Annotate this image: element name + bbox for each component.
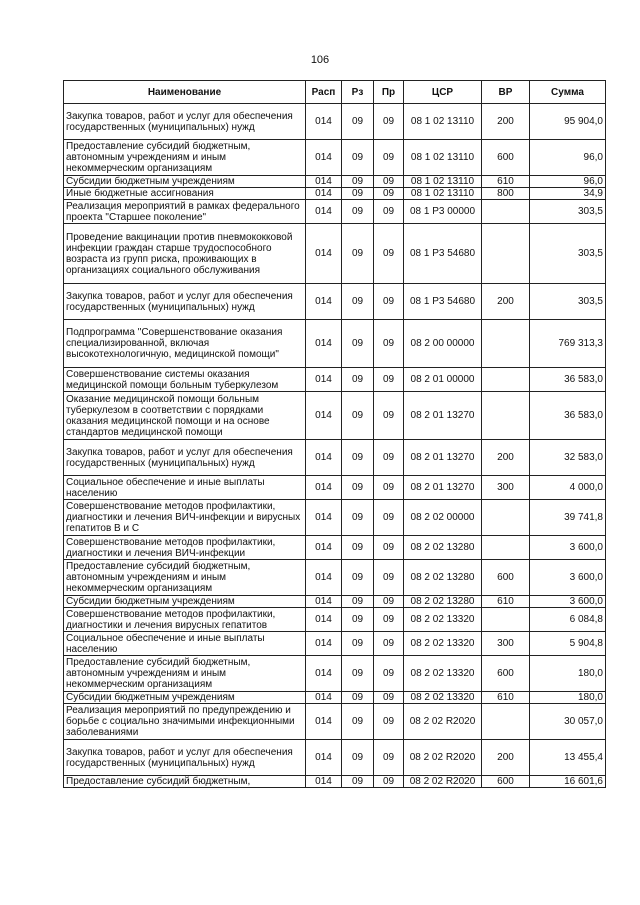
cell-pr: 09 <box>374 632 404 656</box>
cell-name: Субсидии бюджетным учреждениям <box>64 596 306 608</box>
cell-pr: 09 <box>374 656 404 692</box>
cell-rasp: 014 <box>306 560 342 596</box>
cell-rz: 09 <box>342 536 374 560</box>
cell-csr: 08 2 01 13270 <box>404 476 482 500</box>
cell-pr: 09 <box>374 320 404 368</box>
page-number: 106 <box>310 54 330 66</box>
cell-pr: 09 <box>374 608 404 632</box>
cell-name: Субсидии бюджетным учреждениям <box>64 692 306 704</box>
cell-sum: 180,0 <box>530 692 606 704</box>
cell-pr: 09 <box>374 104 404 140</box>
cell-rz: 09 <box>342 476 374 500</box>
table-row <box>64 176 606 188</box>
cell-vr <box>482 500 530 536</box>
header-sum: Сумма <box>530 81 606 104</box>
table-row <box>64 284 606 320</box>
cell-rasp: 014 <box>306 632 342 656</box>
cell-csr: 08 2 02 13280 <box>404 596 482 608</box>
cell-rz: 09 <box>342 740 374 776</box>
cell-name: Закупка товаров, работ и услуг для обеспечения государственных (муниципальных) нужд <box>64 284 306 320</box>
cell-csr: 08 2 02 R2020 <box>404 704 482 740</box>
cell-pr: 09 <box>374 476 404 500</box>
cell-sum: 303,5 <box>530 284 606 320</box>
cell-csr: 08 1 P3 00000 <box>404 200 482 224</box>
cell-vr: 600 <box>482 776 530 788</box>
table-row <box>64 536 606 560</box>
cell-vr: 200 <box>482 740 530 776</box>
cell-rz: 09 <box>342 632 374 656</box>
cell-pr: 09 <box>374 560 404 596</box>
header-csr: ЦСР <box>404 81 482 104</box>
cell-name: Совершенствование системы оказания медицинской помощи больным туберкулезом <box>64 368 306 392</box>
cell-sum: 769 313,3 <box>530 320 606 368</box>
cell-pr: 09 <box>374 596 404 608</box>
cell-vr: 610 <box>482 176 530 188</box>
cell-vr <box>482 224 530 284</box>
table-row <box>64 740 606 776</box>
cell-rz: 09 <box>342 440 374 476</box>
cell-rasp: 014 <box>306 320 342 368</box>
cell-rz: 09 <box>342 320 374 368</box>
cell-rasp: 014 <box>306 656 342 692</box>
cell-rz: 09 <box>342 284 374 320</box>
cell-rasp: 014 <box>306 500 342 536</box>
cell-rasp: 014 <box>306 104 342 140</box>
cell-rz: 09 <box>342 776 374 788</box>
cell-rasp: 014 <box>306 224 342 284</box>
cell-vr: 600 <box>482 560 530 596</box>
cell-rasp: 014 <box>306 140 342 176</box>
cell-vr <box>482 608 530 632</box>
cell-vr: 600 <box>482 656 530 692</box>
table-row <box>64 608 606 632</box>
cell-pr: 09 <box>374 392 404 440</box>
table-row <box>64 368 606 392</box>
cell-rz: 09 <box>342 176 374 188</box>
cell-name: Оказание медицинской помощи больным туберкулезом в соответствии с порядками оказания медицинской помощи и на основе стандартов медицинской помощи <box>64 392 306 440</box>
cell-csr: 08 1 02 13110 <box>404 188 482 200</box>
cell-rz: 09 <box>342 500 374 536</box>
cell-rz: 09 <box>342 200 374 224</box>
cell-sum: 4 000,0 <box>530 476 606 500</box>
cell-rz: 09 <box>342 368 374 392</box>
cell-vr: 800 <box>482 188 530 200</box>
table-row <box>64 704 606 740</box>
cell-rz: 09 <box>342 656 374 692</box>
cell-rasp: 014 <box>306 368 342 392</box>
table-row <box>64 200 606 224</box>
cell-rasp: 014 <box>306 284 342 320</box>
cell-name: Иные бюджетные ассигнования <box>64 188 306 200</box>
cell-rasp: 014 <box>306 692 342 704</box>
cell-name: Закупка товаров, работ и услуг для обеспечения государственных (муниципальных) нужд <box>64 104 306 140</box>
cell-sum: 180,0 <box>530 656 606 692</box>
cell-sum: 30 057,0 <box>530 704 606 740</box>
cell-csr: 08 1 02 13110 <box>404 140 482 176</box>
table-row <box>64 656 606 692</box>
cell-rasp: 014 <box>306 536 342 560</box>
header-name: Наименование <box>64 81 306 104</box>
cell-csr: 08 2 02 13280 <box>404 536 482 560</box>
cell-rasp: 014 <box>306 176 342 188</box>
cell-csr: 08 2 02 00000 <box>404 500 482 536</box>
table-row <box>64 188 606 200</box>
cell-csr: 08 2 00 00000 <box>404 320 482 368</box>
cell-name: Предоставление субсидий бюджетным, автономным учреждениям и иным некоммерческим организациям <box>64 140 306 176</box>
cell-vr <box>482 320 530 368</box>
cell-vr: 600 <box>482 140 530 176</box>
table-row <box>64 224 606 284</box>
cell-name: Закупка товаров, работ и услуг для обеспечения государственных (муниципальных) нужд <box>64 740 306 776</box>
cell-rz: 09 <box>342 608 374 632</box>
cell-pr: 09 <box>374 368 404 392</box>
table-row <box>64 476 606 500</box>
cell-csr: 08 2 02 13320 <box>404 632 482 656</box>
cell-name: Совершенствование методов профилактики, диагностики и лечения вирусных гепатитов <box>64 608 306 632</box>
cell-csr: 08 2 02 13280 <box>404 560 482 596</box>
cell-name: Предоставление субсидий бюджетным, <box>64 776 306 788</box>
cell-pr: 09 <box>374 140 404 176</box>
cell-vr: 200 <box>482 104 530 140</box>
cell-pr: 09 <box>374 704 404 740</box>
cell-sum: 3 600,0 <box>530 596 606 608</box>
cell-rz: 09 <box>342 704 374 740</box>
cell-pr: 09 <box>374 176 404 188</box>
cell-vr: 300 <box>482 632 530 656</box>
cell-rz: 09 <box>342 596 374 608</box>
cell-sum: 96,0 <box>530 140 606 176</box>
table-header-row <box>64 81 606 104</box>
cell-csr: 08 1 P3 54680 <box>404 224 482 284</box>
cell-rz: 09 <box>342 692 374 704</box>
cell-sum: 36 583,0 <box>530 392 606 440</box>
cell-rz: 09 <box>342 224 374 284</box>
cell-csr: 08 2 01 00000 <box>404 368 482 392</box>
cell-sum: 36 583,0 <box>530 368 606 392</box>
cell-sum: 32 583,0 <box>530 440 606 476</box>
cell-csr: 08 2 02 13320 <box>404 692 482 704</box>
cell-rasp: 014 <box>306 200 342 224</box>
cell-csr: 08 2 02 R2020 <box>404 776 482 788</box>
cell-name: Совершенствование методов профилактики, диагностики и лечения ВИЧ-инфекции и вирусных гепатитов В и С <box>64 500 306 536</box>
cell-vr: 610 <box>482 692 530 704</box>
table-row <box>64 776 606 788</box>
cell-csr: 08 1 02 13110 <box>404 104 482 140</box>
table-row <box>64 320 606 368</box>
cell-rasp: 014 <box>306 188 342 200</box>
table-row <box>64 500 606 536</box>
cell-pr: 09 <box>374 692 404 704</box>
cell-sum: 3 600,0 <box>530 560 606 596</box>
table-row <box>64 560 606 596</box>
table-row <box>64 692 606 704</box>
cell-vr <box>482 368 530 392</box>
cell-name: Социальное обеспечение и иные выплаты населению <box>64 632 306 656</box>
cell-vr <box>482 704 530 740</box>
cell-csr: 08 2 01 13270 <box>404 440 482 476</box>
cell-csr: 08 1 P3 54680 <box>404 284 482 320</box>
budget-table <box>63 80 606 788</box>
header-rasp: Расп <box>306 81 342 104</box>
table-row <box>64 440 606 476</box>
cell-sum: 303,5 <box>530 200 606 224</box>
cell-name: Проведение вакцинации против пневмококковой инфекции граждан старше трудоспособного возраста из групп риска, проживающих в организациях социального обслуживания <box>64 224 306 284</box>
table-row <box>64 632 606 656</box>
cell-pr: 09 <box>374 500 404 536</box>
cell-name: Реализация мероприятий по предупреждению и борьбе с социально значимыми инфекционными заболеваниями <box>64 704 306 740</box>
header-rz: Рз <box>342 81 374 104</box>
cell-sum: 303,5 <box>530 224 606 284</box>
cell-vr: 300 <box>482 476 530 500</box>
cell-rz: 09 <box>342 104 374 140</box>
cell-rz: 09 <box>342 560 374 596</box>
cell-pr: 09 <box>374 536 404 560</box>
cell-csr: 08 2 01 13270 <box>404 392 482 440</box>
cell-rasp: 014 <box>306 440 342 476</box>
cell-csr: 08 2 02 R2020 <box>404 740 482 776</box>
cell-rasp: 014 <box>306 608 342 632</box>
cell-vr: 200 <box>482 284 530 320</box>
cell-sum: 95 904,0 <box>530 104 606 140</box>
cell-rasp: 014 <box>306 740 342 776</box>
cell-pr: 09 <box>374 740 404 776</box>
cell-name: Социальное обеспечение и иные выплаты населению <box>64 476 306 500</box>
cell-sum: 6 084,8 <box>530 608 606 632</box>
table-row <box>64 104 606 140</box>
cell-pr: 09 <box>374 188 404 200</box>
cell-name: Предоставление субсидий бюджетным, автономным учреждениям и иным некоммерческим организациям <box>64 656 306 692</box>
cell-sum: 13 455,4 <box>530 740 606 776</box>
cell-vr <box>482 200 530 224</box>
cell-csr: 08 2 02 13320 <box>404 656 482 692</box>
cell-rasp: 014 <box>306 476 342 500</box>
table-body <box>64 104 606 788</box>
cell-rz: 09 <box>342 392 374 440</box>
cell-sum: 16 601,6 <box>530 776 606 788</box>
cell-csr: 08 1 02 13110 <box>404 176 482 188</box>
cell-pr: 09 <box>374 440 404 476</box>
cell-vr <box>482 536 530 560</box>
table-row <box>64 140 606 176</box>
cell-name: Совершенствование методов профилактики, диагностики и лечения ВИЧ-инфекции <box>64 536 306 560</box>
cell-pr: 09 <box>374 224 404 284</box>
cell-csr: 08 2 02 13320 <box>404 608 482 632</box>
table-row <box>64 392 606 440</box>
cell-rasp: 014 <box>306 776 342 788</box>
cell-sum: 3 600,0 <box>530 536 606 560</box>
cell-name: Подпрограмма "Совершенствование оказания специализированной, включая высокотехнологичную, медицинской помощи" <box>64 320 306 368</box>
table-row <box>64 596 606 608</box>
cell-sum: 34,9 <box>530 188 606 200</box>
cell-pr: 09 <box>374 776 404 788</box>
cell-name: Закупка товаров, работ и услуг для обеспечения государственных (муниципальных) нужд <box>64 440 306 476</box>
header-pr: Пр <box>374 81 404 104</box>
cell-vr: 200 <box>482 440 530 476</box>
cell-rasp: 014 <box>306 704 342 740</box>
cell-vr: 610 <box>482 596 530 608</box>
cell-pr: 09 <box>374 200 404 224</box>
cell-sum: 5 904,8 <box>530 632 606 656</box>
cell-rasp: 014 <box>306 596 342 608</box>
cell-name: Реализация мероприятий в рамках федерального проекта "Старшее поколение" <box>64 200 306 224</box>
header-vr: ВР <box>482 81 530 104</box>
cell-name: Субсидии бюджетным учреждениям <box>64 176 306 188</box>
cell-rasp: 014 <box>306 392 342 440</box>
cell-sum: 39 741,8 <box>530 500 606 536</box>
cell-name: Предоставление субсидий бюджетным, автономным учреждениям и иным некоммерческим организациям <box>64 560 306 596</box>
cell-rz: 09 <box>342 140 374 176</box>
cell-rz: 09 <box>342 188 374 200</box>
cell-pr: 09 <box>374 284 404 320</box>
cell-sum: 96,0 <box>530 176 606 188</box>
cell-vr <box>482 392 530 440</box>
